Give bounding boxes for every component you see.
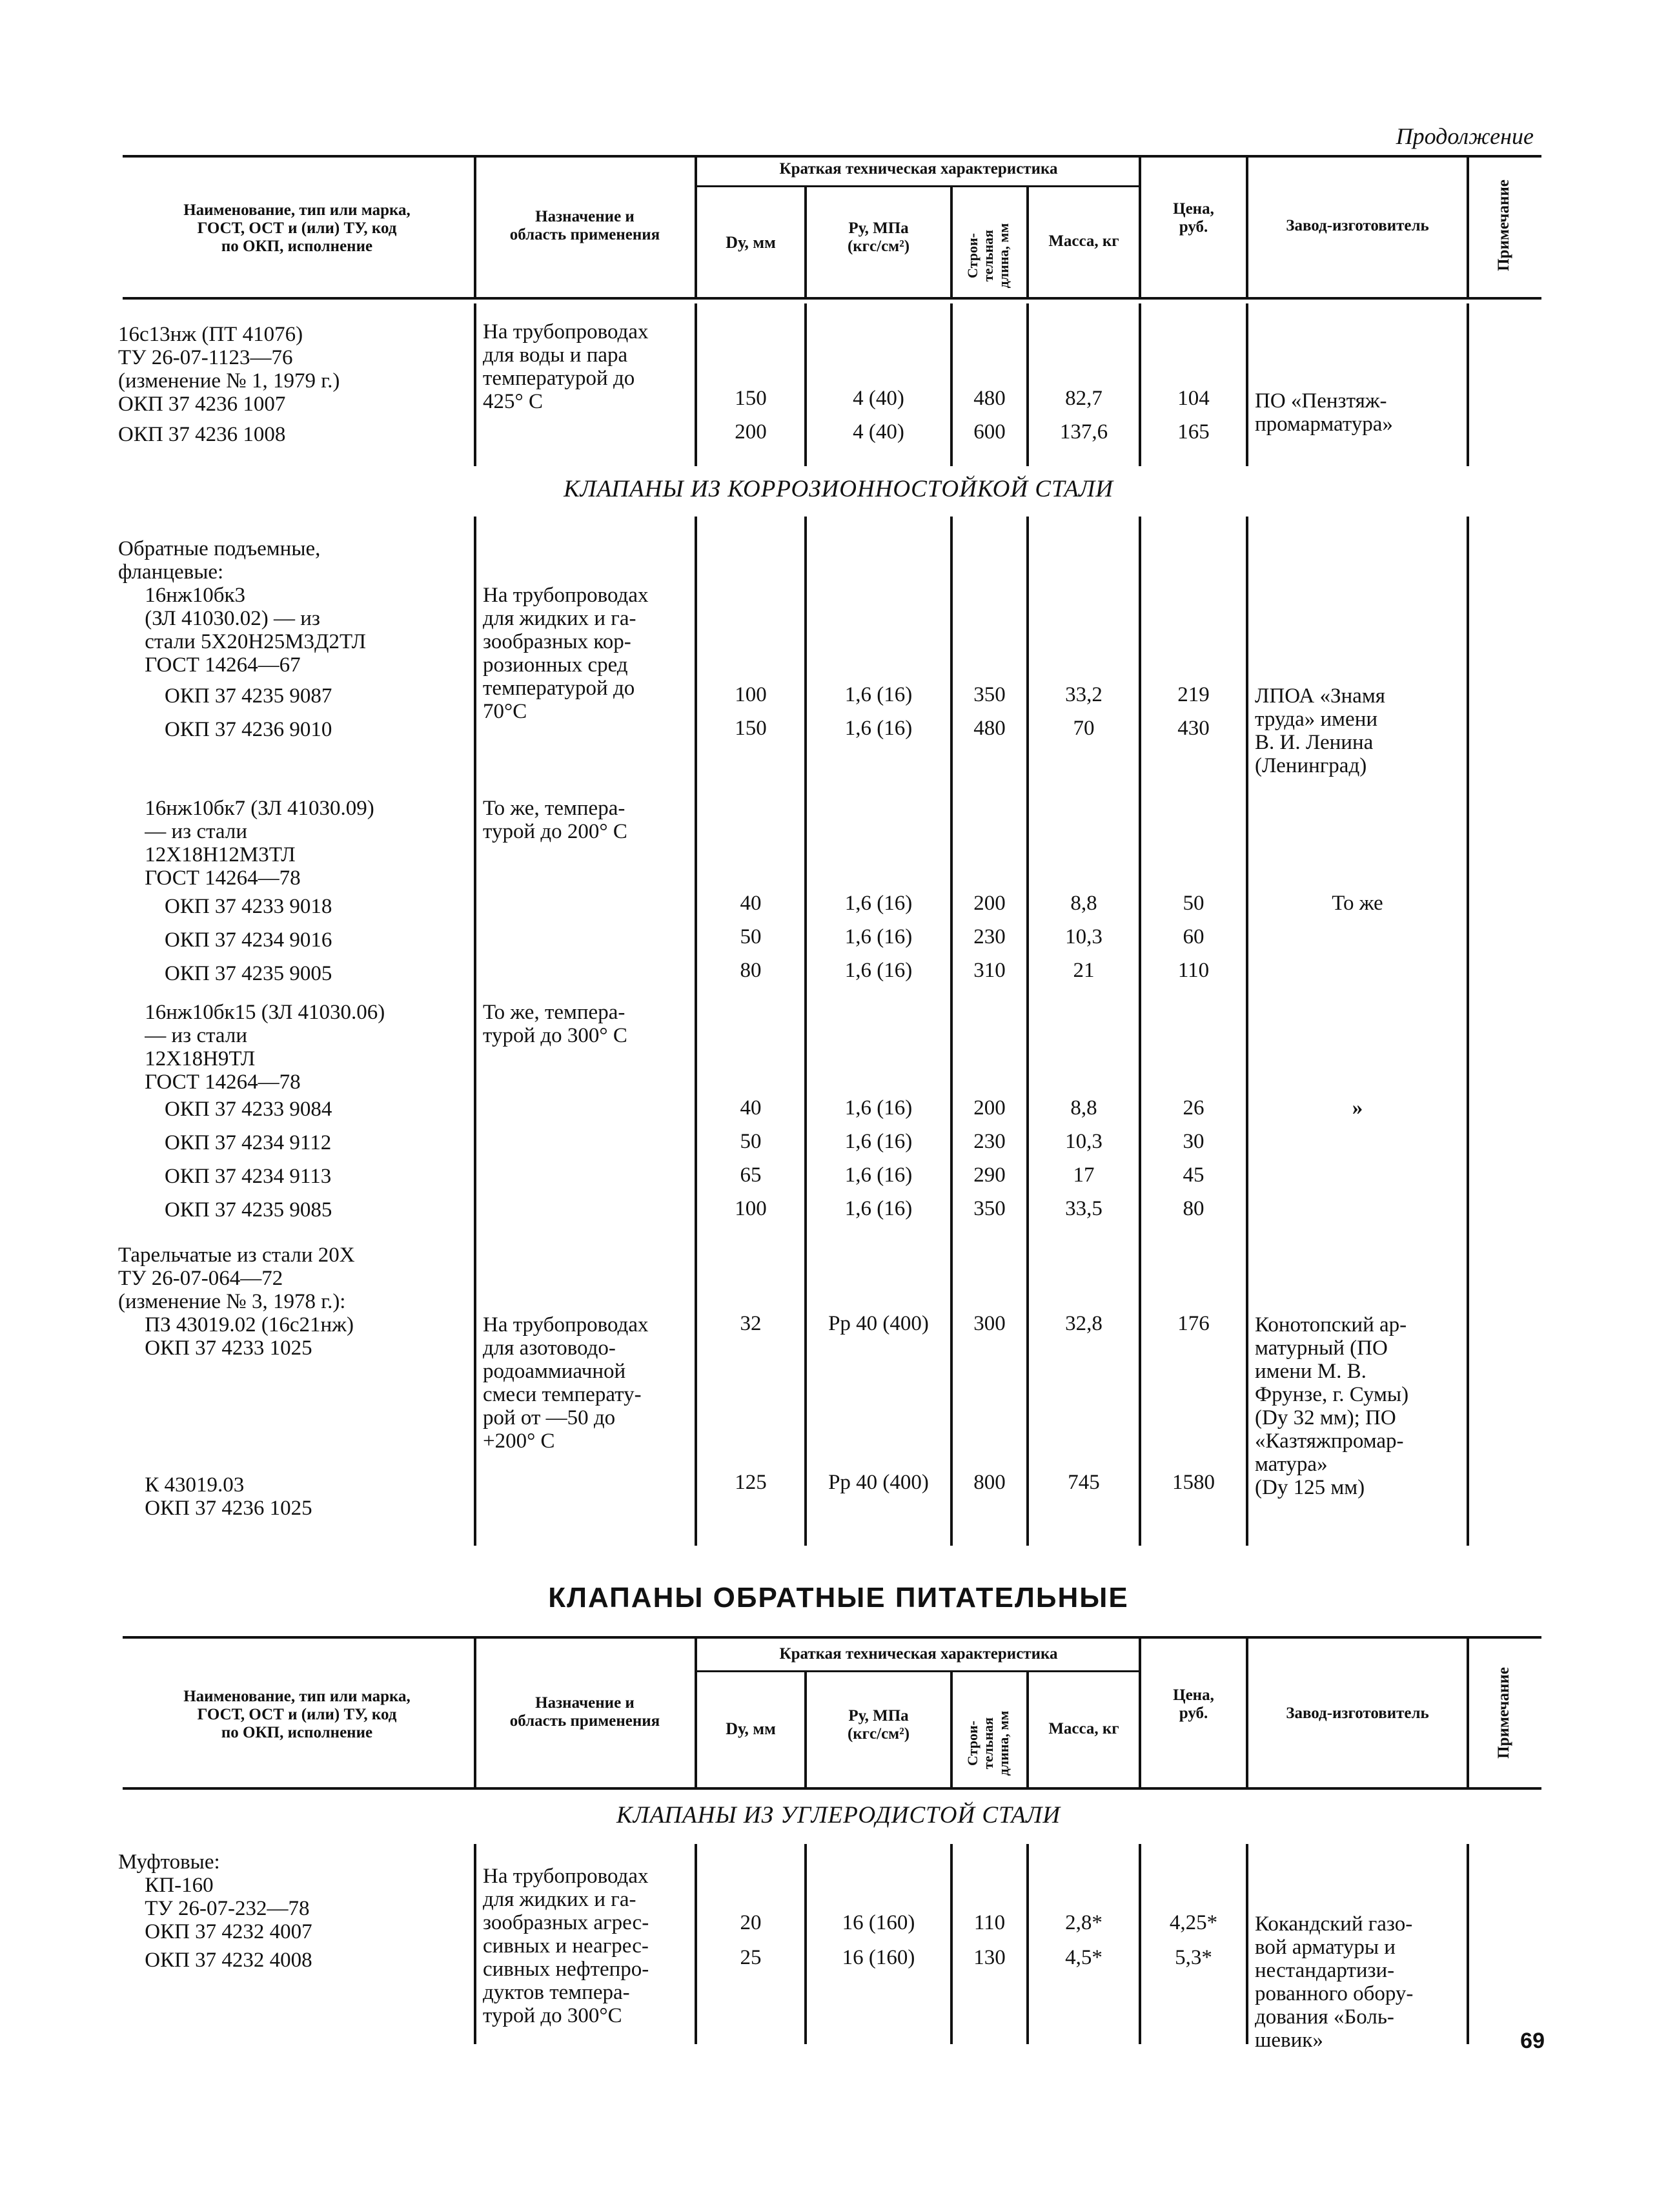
b5-r2-mass: 745: [1068, 1471, 1100, 1494]
header2-name: Наименование, тип или марка, ГОСТ, ОСТ и (или) ТУ, код по ОКП, исполнение: [183, 1688, 411, 1741]
b3-r1-len: 200: [973, 892, 1006, 915]
b1-r1-py: 4 (40): [853, 387, 904, 410]
b2-r2-py: 1,6 (16): [844, 717, 913, 740]
b4-r3-len: 290: [973, 1163, 1006, 1187]
table1-hdr-div4: [950, 187, 953, 298]
table2-hdr-div8: [1467, 1637, 1469, 1788]
b5-r2-price: 1580: [1172, 1471, 1215, 1494]
b1-r2-dy: 200: [735, 420, 767, 444]
b2-div8: [1467, 517, 1469, 1546]
b5-maker: Конотопский ар- матурный (ПО имени М. В. Фрунзе, г. Сумы) (Dу 32 мм); ПО «Казтяжпромар- матура» (Dу 125 мм): [1255, 1313, 1409, 1499]
title-check-feed-valves: КЛАПАНЫ ОБРАТНЫЕ ПИТАТЕЛЬНЫЕ: [548, 1582, 1129, 1613]
header2-py: Pу, МПа (кгс/см²): [847, 1707, 910, 1743]
b4-okp1: ОКП 37 4233 9084: [165, 1098, 332, 1121]
header-length: Строи- тельная длина, мм: [964, 223, 1011, 289]
b1-r1-price: 104: [1177, 387, 1210, 410]
b2-r2-dy: 150: [735, 717, 767, 740]
b2-div3: [804, 517, 807, 1546]
header-mass: Масса, кг: [1048, 232, 1119, 250]
b4-r1-py: 1,6 (16): [844, 1096, 913, 1120]
b3-r1-price: 50: [1183, 892, 1204, 915]
page-number: 69: [1520, 2029, 1545, 2053]
header2-price: Цена, руб.: [1173, 1686, 1214, 1722]
b6-r2-mass: 4,5*: [1065, 1946, 1103, 1969]
b2-r1-len: 350: [973, 683, 1006, 706]
b4-name: 16нж10бк15 (ЗЛ 41030.06) — из стали 12Х18Н9ТЛ ГОСТ 14264—78: [145, 1001, 385, 1094]
b4-purpose: То же, темпера- турой до 300° С: [483, 1001, 627, 1047]
b3-okp2: ОКП 37 4234 9016: [165, 928, 332, 952]
b1-name: 16с13нж (ПТ 41076) ТУ 26-07-1123—76 (изменение № 1, 1979 г.) ОКП 37 4236 1007: [118, 323, 340, 416]
b1-r2-price: 165: [1177, 420, 1210, 444]
b5-r1-mass: 32,8: [1065, 1312, 1103, 1335]
b1-r1-dy: 150: [735, 387, 767, 410]
b2-div7: [1246, 517, 1248, 1546]
b5-r1-price: 176: [1177, 1312, 1210, 1335]
b4-r3-mass: 17: [1073, 1163, 1095, 1187]
b6-r1-len: 110: [973, 1911, 1006, 1934]
b1-div8: [1467, 303, 1469, 466]
b1-r1-len: 480: [973, 387, 1006, 410]
b2-okp1: ОКП 37 4235 9087: [165, 684, 332, 708]
b2-div6: [1139, 517, 1141, 1546]
b3-maker: То же: [1332, 892, 1383, 915]
b4-r3-dy: 65: [740, 1163, 762, 1187]
b3-name: 16нж10бк7 (ЗЛ 41030.09) — из стали 12Х18Н12М3ТЛ ГОСТ 14264—78: [145, 797, 374, 890]
table1-top-rule: [123, 155, 1541, 158]
b3-purpose: То же, темпера- турой до 200° С: [483, 797, 627, 843]
continuation-label: Продолжение: [1396, 123, 1534, 149]
b3-r1-mass: 8,8: [1070, 892, 1097, 915]
b6-r2-price: 5,3*: [1175, 1946, 1212, 1969]
header2-length: Строи- тельная длина, мм: [964, 1710, 1011, 1776]
b6-name: Муфтовые: КП-160 ТУ 26-07-232—78 ОКП 37 4232 4007: [118, 1850, 312, 1943]
b3-okp1: ОКП 37 4233 9018: [165, 895, 332, 918]
header-name: Наименование, тип или марка, ГОСТ, ОСТ и (или) ТУ, код по ОКП, исполнение: [183, 201, 411, 255]
b4-r2-price: 30: [1183, 1130, 1204, 1153]
b2-name: Обратные подъемные, фланцевые: 16нж10бк3 (ЗЛ 41030.02) — из стали 5Х20Н25М3Д2ТЛ ГОСТ 14264—67: [118, 537, 366, 677]
b5-r2-py: Pр 40 (400): [828, 1471, 929, 1494]
b2-purpose: На трубопроводах для жидких и га- зообразных кор- розионных сред температурой до 70°С: [483, 584, 649, 723]
b3-r3-dy: 80: [740, 959, 762, 982]
b6-div5: [1026, 1844, 1029, 2044]
table1-hdr-div8: [1467, 156, 1469, 298]
b1-div1: [474, 303, 476, 466]
b6-div1: [474, 1844, 476, 2044]
b4-r4-len: 350: [973, 1197, 1006, 1220]
b1-purpose: На трубопроводах для воды и пара температурой до 425° С: [483, 320, 649, 413]
header-maker: Завод-изготовитель: [1286, 217, 1429, 234]
b4-r3-py: 1,6 (16): [844, 1163, 913, 1187]
b6-r1-mass: 2,8*: [1065, 1911, 1103, 1934]
header2-note: Примечание: [1495, 1667, 1512, 1759]
header-tech: Краткая техническая характеристика: [779, 160, 1058, 178]
table1-tech-rule: [695, 185, 1140, 187]
b2-r2-price: 430: [1177, 717, 1210, 740]
b2-r1-py: 1,6 (16): [844, 683, 913, 706]
table2-tech-rule: [695, 1670, 1140, 1672]
b2-okp2: ОКП 37 4236 9010: [165, 718, 332, 741]
b4-okp3: ОКП 37 4234 9113: [165, 1165, 332, 1188]
b2-r1-mass: 33,2: [1065, 683, 1103, 706]
b4-r4-mass: 33,5: [1065, 1197, 1103, 1220]
b3-r3-price: 110: [1177, 959, 1210, 982]
b5-r1-dy: 32: [740, 1312, 762, 1335]
b2-div2: [695, 517, 697, 1546]
b6-r2-dy: 25: [740, 1946, 762, 1969]
b2-maker: ЛПОА «Знамя труда» имени В. И. Ленина (Ленинград): [1255, 684, 1385, 777]
b4-okp4: ОКП 37 4235 9085: [165, 1198, 332, 1222]
b3-r1-py: 1,6 (16): [844, 892, 913, 915]
header-note: Примечание: [1495, 179, 1512, 271]
b4-r1-mass: 8,8: [1070, 1096, 1097, 1120]
b3-r3-py: 1,6 (16): [844, 959, 913, 982]
table2-top-rule: [123, 1636, 1541, 1639]
b2-div4: [950, 517, 953, 1546]
b6-purpose: На трубопроводах для жидких и га- зообразных агрес- сивных и неагрес- сивных нефтепро- дуктов темпера- турой до 300°С: [483, 1865, 649, 2027]
b6-div3: [804, 1844, 807, 2044]
header-price: Цена, руб.: [1173, 200, 1214, 236]
section-corrosion-resistant: КЛАПАНЫ ИЗ КОРРОЗИОННОСТОЙКОЙ СТАЛИ: [564, 476, 1113, 502]
b4-maker: »: [1352, 1096, 1363, 1120]
b3-r2-mass: 10,3: [1065, 925, 1103, 948]
table1-header-bottom-rule: [123, 297, 1541, 300]
b4-okp2: ОКП 37 4234 9112: [165, 1131, 332, 1154]
b5-r1-py: Pр 40 (400): [828, 1312, 929, 1335]
b1-r2-len: 600: [973, 420, 1006, 444]
b2-r1-dy: 100: [735, 683, 767, 706]
b4-r1-len: 200: [973, 1096, 1006, 1120]
b4-r1-dy: 40: [740, 1096, 762, 1120]
b3-r2-dy: 50: [740, 925, 762, 948]
b6-div8: [1467, 1844, 1469, 2044]
header2-mass: Масса, кг: [1048, 1720, 1119, 1737]
header2-tech: Краткая техническая характеристика: [779, 1645, 1058, 1663]
b6-r1-py: 16 (160): [842, 1911, 915, 1934]
b1-r1-mass: 82,7: [1065, 387, 1103, 410]
b1-r2-mass: 137,6: [1059, 420, 1108, 444]
b4-r2-mass: 10,3: [1065, 1130, 1103, 1153]
b6-div6: [1139, 1844, 1141, 2044]
b5-r1-len: 300: [973, 1312, 1006, 1335]
b6-r1-dy: 20: [740, 1911, 762, 1934]
b1-okp2: ОКП 37 4236 1008: [118, 423, 286, 446]
b4-r4-price: 80: [1183, 1197, 1204, 1220]
b4-r3-price: 45: [1183, 1163, 1204, 1187]
table2-hdr-div4: [950, 1672, 953, 1788]
b2-div5: [1026, 517, 1029, 1546]
b3-r3-mass: 21: [1073, 959, 1095, 982]
b1-div7: [1246, 303, 1248, 466]
b6-div2: [695, 1844, 697, 2044]
b5-name2: К 43019.03 ОКП 37 4236 1025: [145, 1473, 312, 1520]
b6-okp2: ОКП 37 4232 4008: [118, 1949, 312, 1972]
b3-r2-len: 230: [973, 925, 1006, 948]
table2-header-bottom-rule: [123, 1787, 1541, 1790]
b1-maker: ПО «Пензтяж- промарматура»: [1255, 389, 1393, 436]
b5-r2-len: 800: [973, 1471, 1006, 1494]
b3-r3-len: 310: [973, 959, 1006, 982]
b6-div4: [950, 1844, 953, 2044]
b2-r1-price: 219: [1177, 683, 1210, 706]
b6-r2-py: 16 (160): [842, 1946, 915, 1969]
b6-maker: Кокандский газо- вой арматуры и нестандартизи- рованного обору- дования «Боль- шевик»: [1255, 1912, 1414, 2052]
header-py: Pу, МПа (кгс/см²): [847, 220, 910, 255]
b3-r1-dy: 40: [740, 892, 762, 915]
b6-r1-price: 4,25*: [1169, 1911, 1218, 1934]
b1-r2-py: 4 (40): [853, 420, 904, 444]
b2-r2-len: 480: [973, 717, 1006, 740]
header-dy: Dу, мм: [726, 233, 776, 252]
b3-r2-py: 1,6 (16): [844, 925, 913, 948]
b3-r2-price: 60: [1183, 925, 1204, 948]
b3-okp3: ОКП 37 4235 9005: [165, 962, 332, 985]
header2-maker: Завод-изготовитель: [1286, 1705, 1429, 1722]
b4-r2-len: 230: [973, 1130, 1006, 1153]
b2-r2-mass: 70: [1073, 717, 1095, 740]
b6-div7: [1246, 1844, 1248, 2044]
b2-div1: [474, 517, 476, 1546]
b4-r4-dy: 100: [735, 1197, 767, 1220]
section-carbon-steel: КЛАПАНЫ ИЗ УГЛЕРОДИСТОЙ СТАЛИ: [616, 1802, 1061, 1828]
b4-r2-py: 1,6 (16): [844, 1130, 913, 1153]
b4-r1-price: 26: [1183, 1096, 1204, 1120]
b5-r2-dy: 125: [735, 1471, 767, 1494]
header-purpose: Назначение и область применения: [509, 208, 660, 243]
header2-purpose: Назначение и область применения: [509, 1694, 660, 1730]
b6-r2-len: 130: [973, 1946, 1006, 1969]
b5-name: Тарельчатые из стали 20Х ТУ 26-07-064—72 (изменение № 3, 1978 г.): ПЗ 43019.02 (16с21нж) ОКП 37 4233 1025: [118, 1244, 355, 1360]
b4-r2-dy: 50: [740, 1130, 762, 1153]
header2-dy: Dу, мм: [726, 1719, 776, 1738]
b5-purpose: На трубопроводах для азотоводо- родоаммиачной смеси температу- рой от —50 до +200° С: [483, 1313, 649, 1453]
b4-r4-py: 1,6 (16): [844, 1197, 913, 1220]
